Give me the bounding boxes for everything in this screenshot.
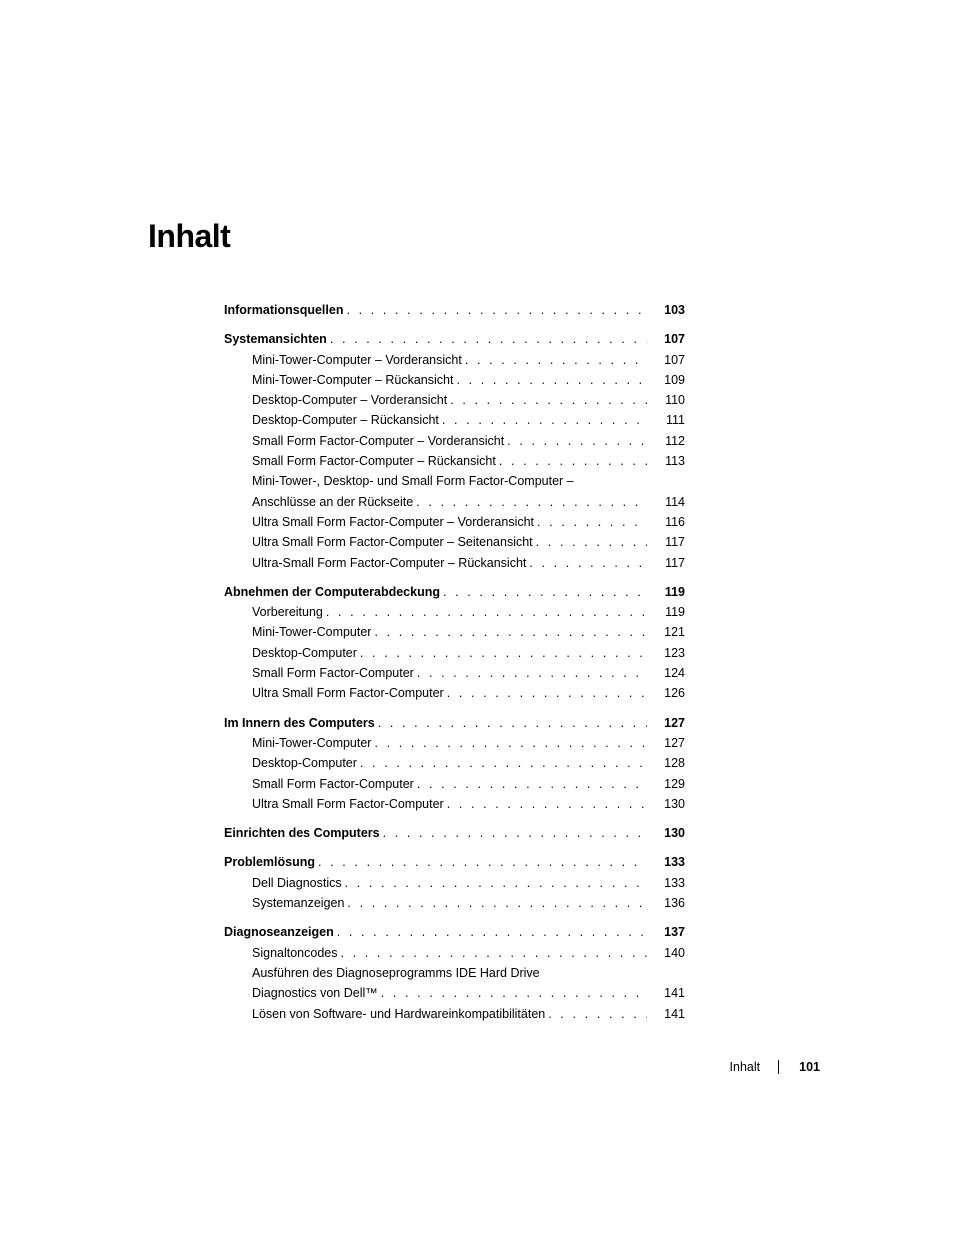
toc-subentry[interactable] <box>224 602 685 622</box>
toc-page-number: 130 <box>664 826 685 841</box>
toc-entry-title: Mini-Tower-Computer <box>252 625 372 640</box>
toc-subentry[interactable] <box>224 873 685 893</box>
toc-page-number: 137 <box>664 925 685 940</box>
dot-leader <box>381 983 647 1003</box>
dot-leader <box>374 622 647 642</box>
dot-leader <box>499 451 647 471</box>
toc-subentry[interactable] <box>224 512 685 532</box>
toc-page-number: 123 <box>664 645 685 660</box>
toc-entry-title: Ultra Small Form Factor-Computer – Vorderansicht <box>252 514 535 529</box>
dot-leader <box>360 643 647 663</box>
toc-section <box>224 852 685 913</box>
toc-page-number: 107 <box>664 332 685 347</box>
toc-entry-title: Ultra Small Form Factor-Computer <box>252 796 444 811</box>
toc-subentry[interactable] <box>224 431 685 451</box>
toc-subentry[interactable] <box>224 683 685 703</box>
toc-section <box>224 713 685 814</box>
page-footer <box>730 1060 820 1074</box>
toc-subentry[interactable] <box>224 1004 685 1024</box>
dot-leader <box>346 300 647 320</box>
dot-leader <box>536 532 647 552</box>
toc-page-number: 133 <box>664 855 685 870</box>
toc-section <box>224 582 685 704</box>
toc-page-number: 111 <box>665 413 685 428</box>
toc-page-number: 109 <box>664 372 685 387</box>
toc-chapter-entry[interactable] <box>224 582 685 602</box>
dot-leader <box>383 823 647 843</box>
toc-section <box>224 823 685 843</box>
toc-entry-title: Informationsquellen <box>224 303 344 317</box>
toc-entry-title: Systemansichten <box>224 332 327 347</box>
toc-subentry[interactable] <box>224 622 685 642</box>
toc-page-number: 124 <box>664 666 685 681</box>
toc-entry-title: Vorbereitung <box>252 605 323 620</box>
toc-entry-title: Abnehmen der Computerabdeckung <box>224 584 440 599</box>
toc-entry-title: Small Form Factor-Computer <box>252 666 414 681</box>
toc-subentry[interactable] <box>224 794 685 814</box>
dot-leader <box>326 602 647 622</box>
dot-leader <box>456 370 647 390</box>
toc-entry-title: Desktop-Computer <box>252 756 357 771</box>
footer-separator <box>778 1060 779 1074</box>
toc-entry-title: Desktop-Computer <box>252 645 357 660</box>
toc-entry-title: Ultra Small Form Factor-Computer – Seitenansicht <box>252 535 533 550</box>
toc-section <box>224 300 685 320</box>
toc-subentry[interactable] <box>224 893 685 913</box>
dot-leader <box>318 852 647 872</box>
toc-subentry[interactable] <box>224 532 685 552</box>
page-title: Inhalt <box>148 218 231 254</box>
toc-entry-title: Diagnoseanzeigen <box>224 925 334 940</box>
toc-entry-title: Einrichten des Computers <box>224 826 380 841</box>
dot-leader <box>417 663 647 683</box>
toc-subentry[interactable] <box>224 983 685 1003</box>
toc-page-number: 133 <box>664 875 685 890</box>
toc-page-number: 140 <box>664 945 685 960</box>
toc-chapter-entry[interactable] <box>224 823 685 843</box>
toc-section <box>224 922 685 1023</box>
toc-page-number: 127 <box>664 735 685 750</box>
toc-entry-title-line1: Ausführen des Diagnoseprogramms IDE Hard Drive <box>252 965 540 980</box>
toc-subentry[interactable] <box>224 350 685 370</box>
toc-subentry[interactable] <box>224 370 685 390</box>
toc-entry-title: Ultra Small Form Factor-Computer <box>252 686 444 701</box>
toc-page-number: 121 <box>664 625 685 640</box>
footer-page-number: 101 <box>799 1060 820 1074</box>
dot-leader <box>447 794 647 814</box>
toc-entry-title: Mini-Tower-Computer – Rückansicht <box>252 372 454 387</box>
dot-leader <box>378 713 647 733</box>
dot-leader <box>442 410 647 430</box>
toc-entry-title: Small Form Factor-Computer – Vorderansicht <box>252 433 505 448</box>
toc-subentry[interactable] <box>224 643 685 663</box>
toc-subentry[interactable] <box>224 492 685 512</box>
dot-leader <box>417 774 647 794</box>
dot-leader <box>347 893 647 913</box>
toc-subentry[interactable] <box>224 451 685 471</box>
toc-page-number: 119 <box>664 584 685 599</box>
toc-entry-title: Signaltoncodes <box>252 945 338 960</box>
toc-entry-title: Im Innern des Computers <box>224 715 375 730</box>
dot-leader <box>537 512 647 532</box>
toc-entry-title: Problemlösung <box>224 855 315 870</box>
toc-page-number: 126 <box>664 686 685 701</box>
toc-subentry[interactable] <box>224 774 685 794</box>
dot-leader <box>345 873 647 893</box>
toc-entry-title: Small Form Factor-Computer – Rückansicht <box>252 454 496 469</box>
toc-section <box>224 329 685 573</box>
toc-page-number: 107 <box>664 352 685 367</box>
toc-entry-title: Mini-Tower-Computer – Vorderansicht <box>252 352 462 367</box>
toc-entry-title: Diagnostics von Dell™ <box>252 986 378 1001</box>
toc-chapter-entry[interactable] <box>224 852 685 872</box>
toc-page-number: 136 <box>664 896 685 911</box>
table-of-contents <box>224 300 685 1033</box>
toc-page-number: 116 <box>665 514 685 529</box>
footer-label: Inhalt <box>729 1060 761 1074</box>
toc-page-number: 112 <box>665 433 685 448</box>
toc-page-number: 114 <box>665 494 685 509</box>
dot-leader <box>443 582 647 602</box>
dot-leader <box>360 753 647 773</box>
toc-page-number: 117 <box>665 535 685 550</box>
dot-leader <box>337 922 647 942</box>
toc-subentry[interactable] <box>224 663 685 683</box>
toc-entry-title: Small Form Factor-Computer <box>252 776 414 791</box>
toc-page-number: 113 <box>665 454 685 469</box>
toc-entry-title: Desktop-Computer – Vorderansicht <box>252 393 448 408</box>
toc-subentry[interactable] <box>224 410 685 430</box>
toc-subentry[interactable] <box>224 943 685 963</box>
dot-leader <box>450 390 647 410</box>
toc-entry-title: Ultra-Small Form Factor-Computer – Rückansicht <box>252 555 527 570</box>
toc-subentry[interactable] <box>224 553 685 573</box>
toc-chapter-entry[interactable] <box>224 329 685 349</box>
dot-leader <box>330 329 647 349</box>
toc-entry-title: Systemanzeigen <box>252 896 345 911</box>
toc-page-number: 141 <box>664 986 685 1001</box>
toc-chapter-entry[interactable] <box>224 300 685 320</box>
dot-leader <box>340 943 647 963</box>
dot-leader <box>374 733 647 753</box>
toc-entry-title: Mini-Tower-Computer <box>252 735 372 750</box>
toc-entry-title: Desktop-Computer – Rückansicht <box>252 413 439 428</box>
toc-subentry[interactable] <box>224 753 685 773</box>
toc-page-number: 110 <box>665 393 685 408</box>
toc-entry-title: Dell Diagnostics <box>252 875 342 890</box>
dot-leader <box>548 1004 647 1024</box>
toc-page-number: 119 <box>665 605 685 620</box>
toc-page-number: 117 <box>665 555 685 570</box>
toc-subentry[interactable] <box>224 390 685 410</box>
toc-chapter-entry[interactable] <box>224 713 685 733</box>
toc-page-number: 130 <box>664 796 685 811</box>
toc-chapter-entry[interactable] <box>224 922 685 942</box>
dot-leader <box>507 431 647 451</box>
toc-page-number: 103 <box>664 303 685 317</box>
dot-leader <box>416 492 647 512</box>
toc-entry-title: Lösen von Software- und Hardwareinkompatibilitäten <box>252 1006 546 1021</box>
toc-page-number: 128 <box>664 756 685 771</box>
toc-subentry[interactable] <box>224 733 685 753</box>
toc-page-number: 141 <box>664 1006 685 1021</box>
dot-leader <box>465 350 647 370</box>
dot-leader <box>529 553 647 573</box>
toc-page-number: 129 <box>664 776 685 791</box>
dot-leader <box>447 683 647 703</box>
toc-entry-title: Anschlüsse an der Rückseite <box>252 494 414 509</box>
toc-page-number: 127 <box>664 715 685 730</box>
toc-entry-title-line1: Mini-Tower-, Desktop- und Small Form Factor-Computer – <box>252 474 574 489</box>
